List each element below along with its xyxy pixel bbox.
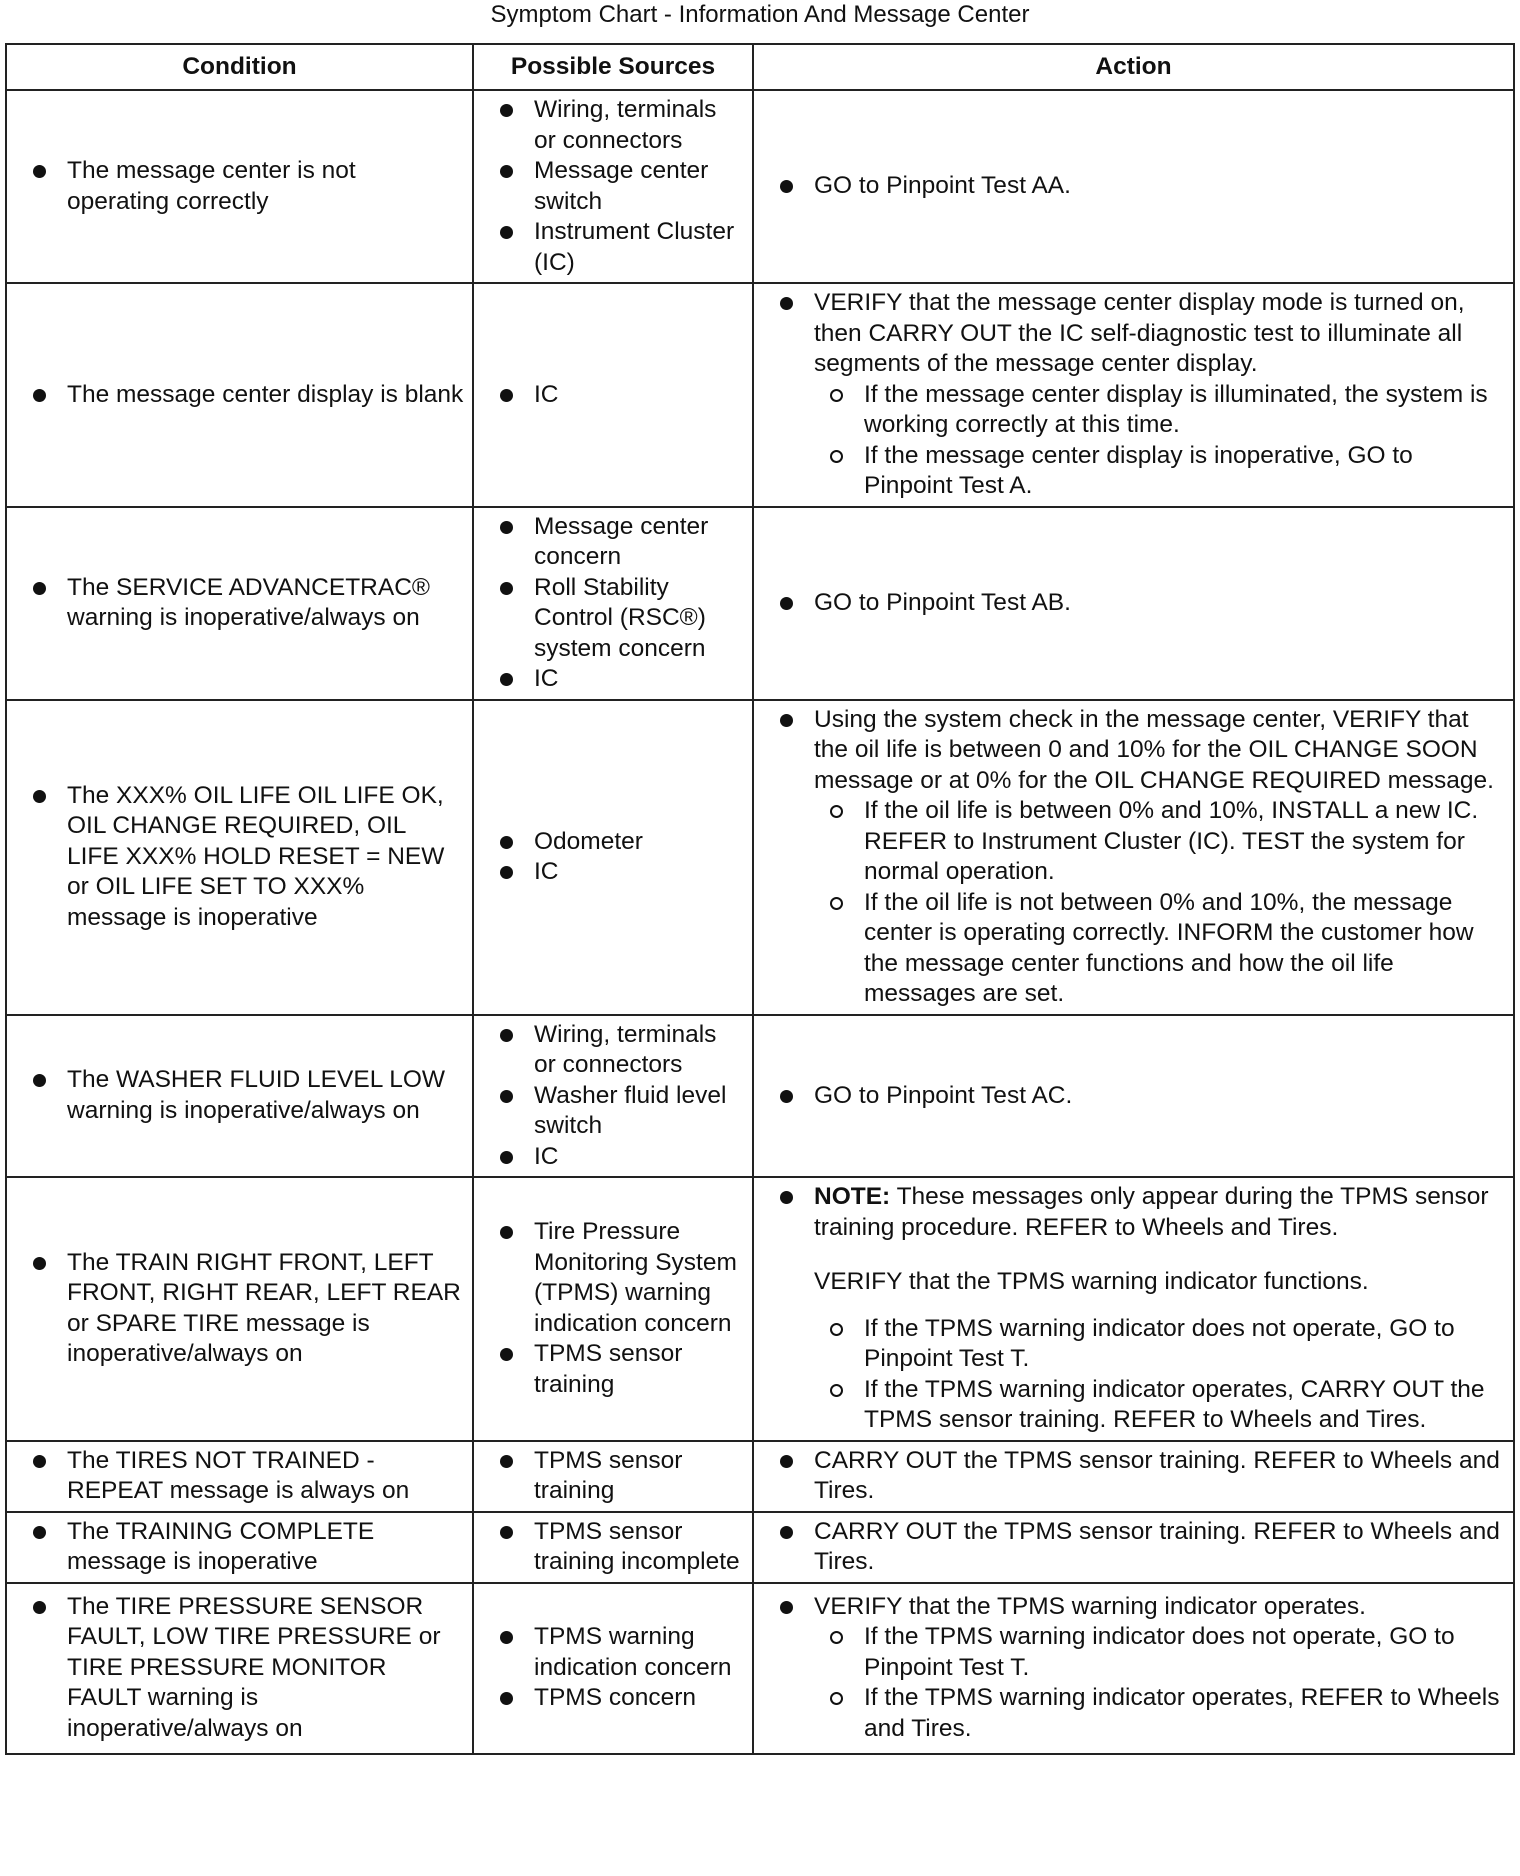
source-item: Wiring, terminals or connectors [500, 1020, 744, 1081]
condition-cell [6, 1177, 473, 1441]
condition-cell [6, 1015, 473, 1178]
condition-cell [6, 90, 473, 283]
condition-item: The XXX% OIL LIFE OIL LIFE OK, OIL CHANGE REQUIRED, OIL LIFE XXX% HOLD RESET = NEW or OIL LIFE SET TO XXX% message is inoperative [33, 781, 464, 934]
note-text: These messages only appear during the TPMS sensor training procedure. REFER to Wheels and Tires. [814, 1183, 1489, 1241]
condition-item: The TRAINING COMPLETE message is inoperative [33, 1517, 464, 1578]
header-possible-sources: Possible Sources [473, 44, 753, 90]
source-item: TPMS sensor training [500, 1339, 744, 1400]
source-item: Odometer [500, 827, 744, 858]
source-item: Tire Pressure Monitoring System (TPMS) warning indication concern [500, 1217, 744, 1339]
action-cell [753, 1441, 1514, 1512]
sources-cell [473, 1177, 753, 1441]
sources-cell [473, 1512, 753, 1583]
condition-cell [6, 507, 473, 700]
sub-action-item: If the TPMS warning indicator operates, REFER to Wheels and Tires. [830, 1683, 1507, 1744]
symptom-chart-table [5, 43, 1515, 1755]
table-row [6, 1015, 1514, 1178]
source-item: Message center switch [500, 156, 744, 217]
condition-item: The WASHER FLUID LEVEL LOW warning is inoperative/always on [33, 1065, 464, 1126]
source-item: IC [500, 1142, 744, 1173]
source-item: Message center concern [500, 512, 744, 573]
action-item: VERIFY that the message center display mode is turned on, then CARRY OUT the IC self-diagnostic test to illuminate all segments of the message center display. [780, 288, 1507, 380]
action-cell [753, 283, 1514, 507]
source-item: Roll Stability Control (RSC®) system concern [500, 573, 744, 665]
table-row [6, 1441, 1514, 1512]
sources-cell [473, 283, 753, 507]
condition-item: The message center display is blank [33, 380, 464, 411]
table-row [6, 1177, 1514, 1441]
source-item: Wiring, terminals or connectors [500, 95, 744, 156]
condition-item: The message center is not operating correctly [33, 156, 464, 217]
sub-action-item: If the oil life is between 0% and 10%, INSTALL a new IC. REFER to Instrument Cluster (IC). TEST the system for normal operation. [830, 796, 1507, 888]
sub-action-item: If the TPMS warning indicator does not operate, GO to Pinpoint Test T. [830, 1314, 1507, 1375]
action-cell [753, 1177, 1514, 1441]
sources-cell [473, 507, 753, 700]
source-item: TPMS sensor training incomplete [500, 1517, 744, 1578]
table-row [6, 283, 1514, 507]
source-item: Washer fluid level switch [500, 1081, 744, 1142]
source-item: TPMS sensor training [500, 1446, 744, 1507]
header-action: Action [753, 44, 1514, 90]
page-title: Symptom Chart - Information And Message Center [490, 1, 1030, 28]
sub-action-item: If the message center display is inoperative, GO to Pinpoint Test A. [830, 441, 1507, 502]
action-cell [753, 1583, 1514, 1754]
sub-action-item: If the message center display is illuminated, the system is working correctly at this time. [830, 380, 1507, 441]
note-label: NOTE: [814, 1183, 891, 1210]
sources-cell [473, 90, 753, 283]
sources-cell [473, 700, 753, 1015]
source-item: IC [500, 664, 744, 695]
table-row [6, 700, 1514, 1015]
source-item: IC [500, 857, 744, 888]
table-row [6, 1583, 1514, 1754]
sources-cell [473, 1015, 753, 1178]
condition-item: The TRAIN RIGHT FRONT, LEFT FRONT, RIGHT REAR, LEFT REAR or SPARE TIRE message is inoperative/always on [33, 1248, 464, 1370]
condition-item: The TIRES NOT TRAINED - REPEAT message is always on [33, 1446, 464, 1507]
source-item: Instrument Cluster (IC) [500, 217, 744, 278]
action-item [780, 1182, 1507, 1298]
action-item: CARRY OUT the TPMS sensor training. REFER to Wheels and Tires. [780, 1446, 1507, 1507]
action-item: GO to Pinpoint Test AC. [780, 1081, 1507, 1112]
condition-cell [6, 283, 473, 507]
sub-action-item: If the oil life is not between 0% and 10%, the message center is operating correctly. INFORM the customer how the message center functions and how the oil life messages are set. [830, 888, 1507, 1010]
condition-item: The TIRE PRESSURE SENSOR FAULT, LOW TIRE PRESSURE or TIRE PRESSURE MONITOR FAULT warning is inoperative/always on [33, 1592, 464, 1745]
source-item: TPMS warning indication concern [500, 1622, 744, 1683]
condition-item: The SERVICE ADVANCETRAC® warning is inoperative/always on [33, 573, 464, 634]
action-cell [753, 1512, 1514, 1583]
action-item: CARRY OUT the TPMS sensor training. REFER to Wheels and Tires. [780, 1517, 1507, 1578]
source-item: TPMS concern [500, 1683, 744, 1714]
table-row [6, 90, 1514, 283]
action-item: Using the system check in the message center, VERIFY that the oil life is between 0 and 10% for the OIL CHANGE SOON message or at 0% for the OIL CHANGE REQUIRED message. [780, 705, 1507, 797]
sub-action-item: If the TPMS warning indicator does not operate, GO to Pinpoint Test T. [830, 1622, 1507, 1683]
table-row [6, 1512, 1514, 1583]
condition-cell [6, 1441, 473, 1512]
sub-action-item: If the TPMS warning indicator operates, CARRY OUT the TPMS sensor training. REFER to Wheels and Tires. [830, 1375, 1507, 1436]
action-item: GO to Pinpoint Test AA. [780, 171, 1507, 202]
action-cell [753, 507, 1514, 700]
table-header-row [6, 44, 1514, 90]
action-item: VERIFY that the TPMS warning indicator operates. [780, 1592, 1507, 1623]
action-cell [753, 90, 1514, 283]
condition-cell [6, 1512, 473, 1583]
sources-cell [473, 1441, 753, 1512]
action-cell [753, 1015, 1514, 1178]
condition-cell [6, 1583, 473, 1754]
source-item: IC [500, 380, 744, 411]
action-extra: VERIFY that the TPMS warning indicator functions. [814, 1268, 1369, 1295]
action-item: GO to Pinpoint Test AB. [780, 588, 1507, 619]
sources-cell [473, 1583, 753, 1754]
table-row [6, 507, 1514, 700]
action-cell [753, 700, 1514, 1015]
condition-cell [6, 700, 473, 1015]
header-condition: Condition [6, 44, 473, 90]
